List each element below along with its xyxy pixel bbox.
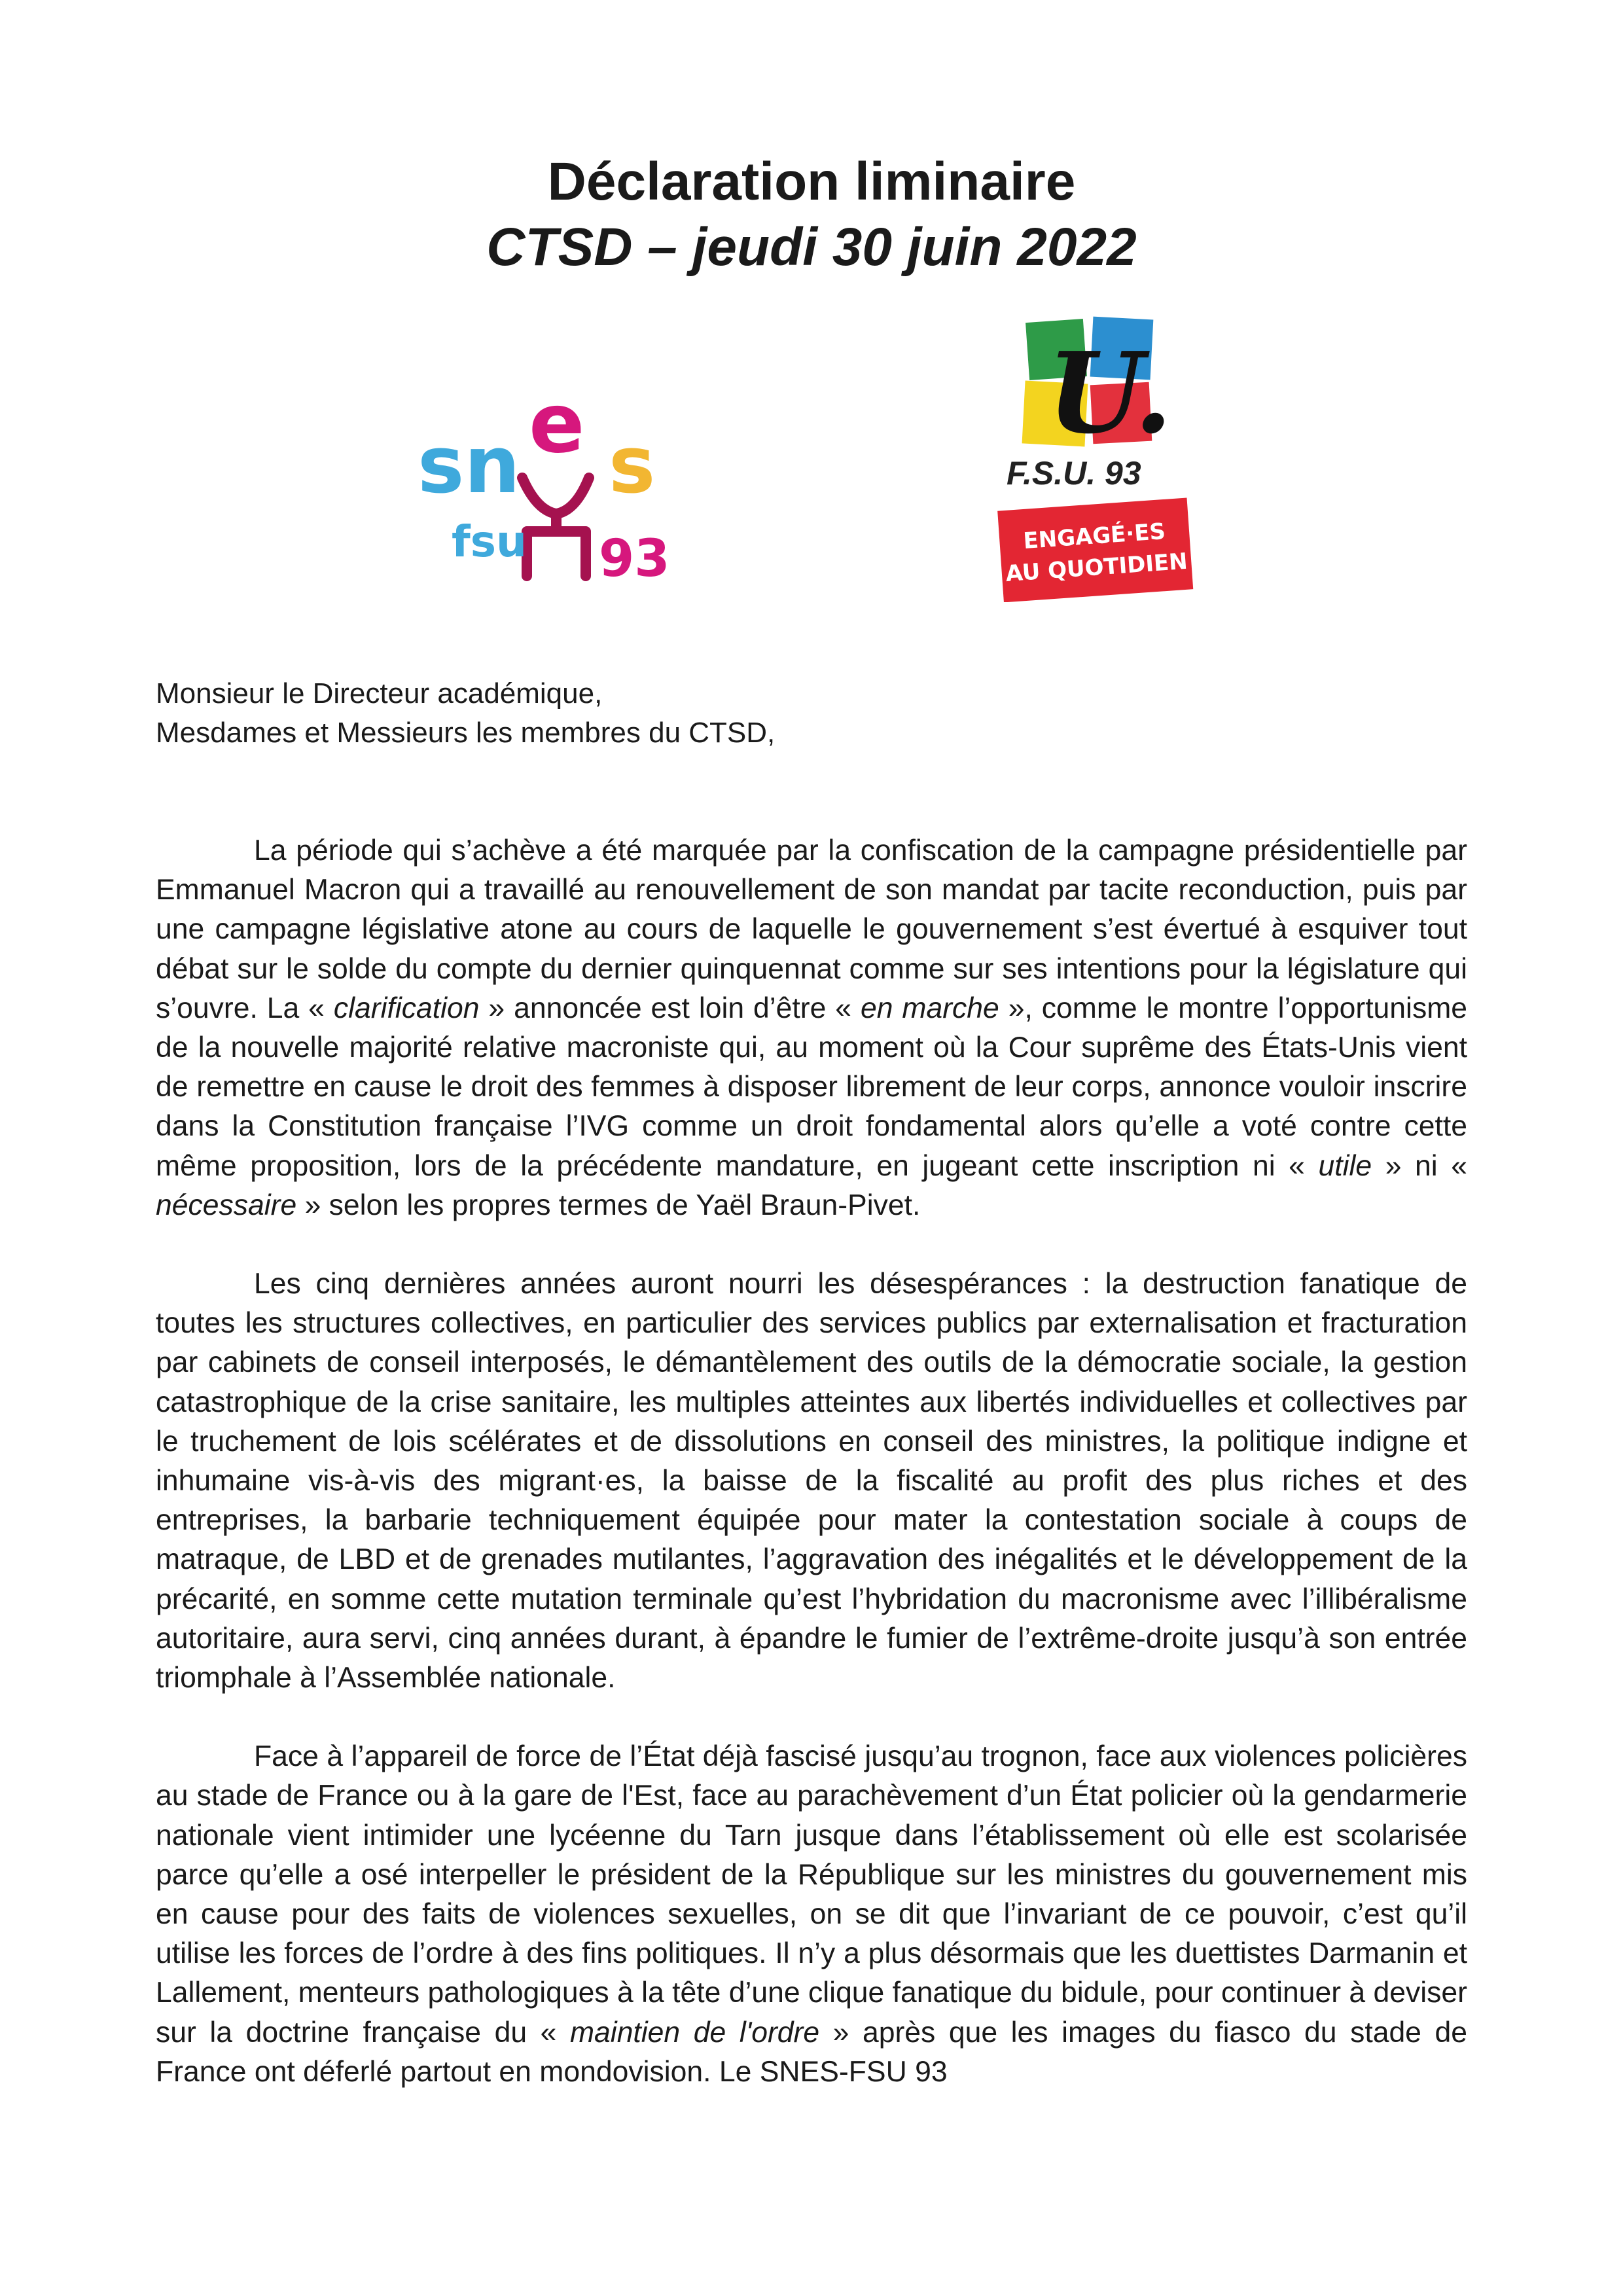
- text-run: » ni «: [1372, 1149, 1467, 1182]
- text-run: » après que les images du fiasco du stade de France ont déferlé partout en mondovision. Le SNES-FSU 93: [156, 2016, 1467, 2088]
- italic-term: clarification: [333, 992, 480, 1024]
- salutation-line: Monsieur le Directeur académique,: [156, 677, 603, 709]
- snes-letters-sn: sn: [418, 420, 520, 511]
- text-run: » annoncée est loin d’être «: [479, 992, 861, 1024]
- fsu-banner-line2: AU QUOTIDIEN: [1005, 548, 1188, 588]
- document-title: [0, 149, 1623, 280]
- fsu-u-letter: U.: [1047, 328, 1173, 459]
- snes-fsu-text: fsu: [452, 516, 527, 567]
- text-run: Les cinq dernières années auront nourri les désespérances : la destruction fanatique de toutes les structures collectives, en particulier des services publics par externalisation et fracturation par cabinets de conseil interposés, le démantèlement des outils de la démocratie sociale, la gestion catastrophique de la crise sanitaire, les multiples atteintes aux libertés individuelles et collectives par le truchement de lois scélérates et de dissolutions en conseil des ministres, la politique indigne et inhumaine vis-à-vis des migrant·es, la baisse de la fiscalité au profit des plus riches et des entreprises, la barbarie techniquement équipée pour mater la contestation sociale à coups de matraque, de LBD et de grenades mutilantes, l’aggravation des inégalités et le développement de la précarité, en somme cette mutation terminale qu’est l’hybridation du macronisme avec l’illibéralisme autoritaire, aura servi, cinq années durant, à épandre le fumier de l’extrême-droite jusqu’à son entrée triomphale à l’Assemblée nationale.: [156, 1268, 1467, 1695]
- fsu-93-logo-icon: [995, 314, 1204, 602]
- fsu-banner-line1: ENGAGÉ·ES: [1022, 518, 1167, 555]
- paragraph: [156, 1737, 1467, 2092]
- salutation: [156, 674, 775, 753]
- paragraph: [156, 1265, 1467, 1698]
- snes-letter-e: e: [529, 380, 585, 471]
- salutation-line: Mesdames et Messieurs les membres du CTSD,: [156, 717, 776, 749]
- snes-letter-s: s: [609, 420, 656, 511]
- text-run: Face à l’appareil de force de l’État déjà fascisé jusqu’au trognon, face aux violences policières au stade de France ou à la gare de l'Est, face au parachèvement d’un État policier où la gendarmerie nationale vient intimider une lycéenne du Tarn jusque dans l’établissement où elle est scolarisée parce qu’elle a osé interpeller le président de la République sur les ministres du gouvernement mis en cause pour des faits de violences sexuelles, on se dit que l’invariant de ce pouvoir, c’est qu’il utilise les forces de l’ordre à des fins politiques. Il n’y a plus désormais que les duettistes Darmanin et Lallement, menteurs pathologiques à la tête d’une clique fanatique du bidule, pour continuer à deviser sur la doctrine française du «: [156, 1740, 1467, 2049]
- text-run: » selon les propres termes de Yaël Braun-Pivet.: [296, 1189, 921, 1221]
- italic-term: en marche: [860, 992, 999, 1024]
- title-subtitle: CTSD – jeudi 30 juin 2022: [486, 217, 1137, 277]
- paragraph: [156, 831, 1467, 1225]
- snes-93-text: 93: [599, 529, 670, 583]
- text-run: La période qui s’achève a été marquée par la confiscation de la campagne présidentielle par Emmanuel Macron qui a travaillé au renouvellement de son mandat par tacite reconduction, puis par une campagne législative atone au cours de laquelle le gouvernement s’est évertué à esquiver tout débat sur le solde du compte du dernier quinquennat comme sur ses intentions pour la législature qui s’ouvre. La «: [156, 834, 1467, 1024]
- snes-figure-icon: [522, 478, 589, 514]
- title-main: Déclaration liminaire: [547, 152, 1076, 211]
- italic-term: maintien de l'ordre: [569, 2016, 820, 2049]
- text-run: », comme le montre l’opportunisme de la nouvelle majorité relative macroniste qui, au moment où la Cour suprême des États-Unis vient de remettre en cause le droit des femmes à disposer librement de leur corps, annonce vouloir inscrire dans la Constitution française l’IVG comme un droit fondamental alors qu’elle a voté contre cette même proposition, lors de la précédente mandature, en jugeant cette inscription ni «: [156, 992, 1468, 1182]
- italic-term: nécessaire: [156, 1189, 297, 1221]
- italic-term: utile: [1318, 1149, 1372, 1182]
- fsu-name-text: F.S.U. 93: [1007, 455, 1141, 492]
- document-body: [156, 831, 1467, 2092]
- snes-fsu-93-logo-icon: [412, 380, 726, 583]
